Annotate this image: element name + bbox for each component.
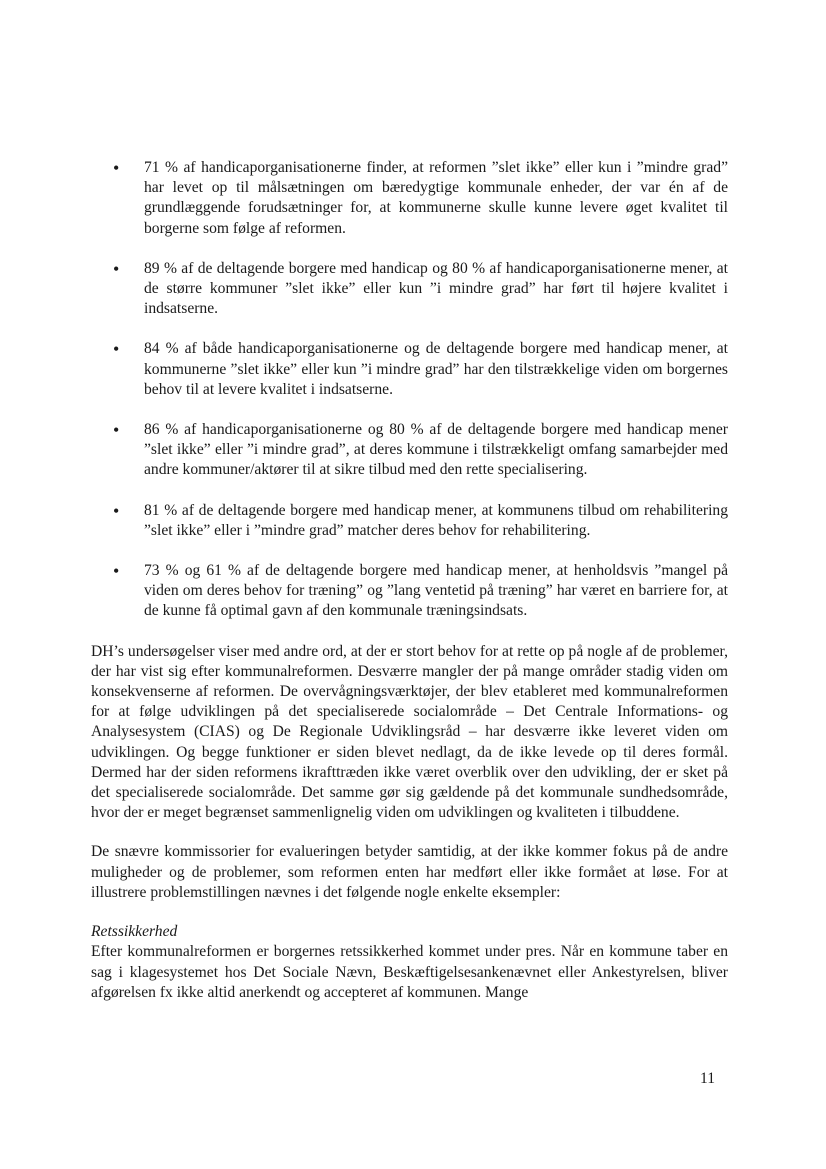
body-paragraph: De snævre kommissorier for evalueringen betyder samtidig, at der ikke kommer fokus på de andre muligheder og de problemer, som reformen enten har medført eller ikke formået at løse. For at illustrere problemstillingen nævnes i det følgende nogle enkelte eksempler: xyxy=(91,843,728,901)
document-page xyxy=(91,158,728,1003)
section-heading: Retssikkerhed xyxy=(91,923,178,941)
bullet-item: • 81 % af de deltagende borgere med handicap mener, at kommunens tilbud om rehabilitering ”slet ikke” eller i ”mindre grad” matcher deres behov for rehabilitering. xyxy=(91,501,728,541)
page-number: 11 xyxy=(700,1070,716,1087)
bullet-item: • 84 % af både handicaporganisationerne og de deltagende borgere med handicap mener, at kommunerne ”slet ikke” eller kun ”i mindre grad” har den tilstrækkelige viden om borgernes behov til at levere kvalitet i indsatserne. xyxy=(91,339,728,400)
bullet-item: • 86 % af handicaporganisationerne og 80 % af de deltagende borgere med handicap mener ”slet ikke” eller ”i mindre grad”, at deres kommune i tilstrækkeligt omfang samarbejder med andre kommuner/aktører til at sikre tilbud med den rette specialisering. xyxy=(91,420,728,481)
bullet-item: • 89 % af de deltagende borgere med handicap og 80 % af handicaporganisationerne mener, at de større kommuner ”slet ikke” eller kun ”i mindre grad” har ført til højere kvalitet i indsatserne. xyxy=(91,259,728,320)
bullet-item: • 73 % og 61 % af de deltagende borgere med handicap mener, at henholdsvis ”mangel på viden om deres behov for træning” og ”lang ventetid på træning” har været en barriere for, at de kunne få optimal gavn af den kommunale træningsindsats. xyxy=(91,561,728,622)
findings-bullet-list xyxy=(91,158,728,622)
body-paragraph: DH’s undersøgelser viser med andre ord, at der er stort behov for at rette op på nogle af de problemer, der har vist sig efter kommunalreformen. Desværre mangler der på mange områder stadig viden om konsekvenserne af reformen. De overvågningsværktøjer, der blev etableret med kommunalreformen for at følge udviklingen på det specialiserede socialområde – Det Centrale Informations- og Analysesystem (CIAS) og De Regionale Udviklingsråd – har desværre ikke leveret viden om udviklingen. Og begge funktioner er siden blevet nedlagt, da de ikke levede op til deres formål. Dermed har der siden reformens ikrafttræden ikke været overblik over den udvikling, der er sket på det specialiserede socialområde. Det samme gør sig gældende på det kommunale sundhedsområde, hvor der er meget begrænset sammenlignelig viden om udviklingen og kvaliteten i tilbuddene. xyxy=(91,642,728,822)
bullet-item: • 71 % af handicaporganisationerne finder, at reformen ”slet ikke” eller kun i ”mindre grad” har levet op til målsætningen om bæredygtige kommunale enheder, der var én af de grundlæggende forudsætninger for, at kommunerne skulle kunne levere øget kvalitet til borgerne som følge af reformen. xyxy=(91,158,728,239)
section-paragraph: Efter kommunalreformen er borgernes retssikkerhed kommet under pres. Når en kommune taber en sag i klagesystemet hos Det Sociale Nævn, Beskæftigelsesankenævnet eller Ankestyrelsen, bliver afgørelsen fx ikke altid anerkendt og accepteret af kommunen. Mange xyxy=(91,943,728,1001)
